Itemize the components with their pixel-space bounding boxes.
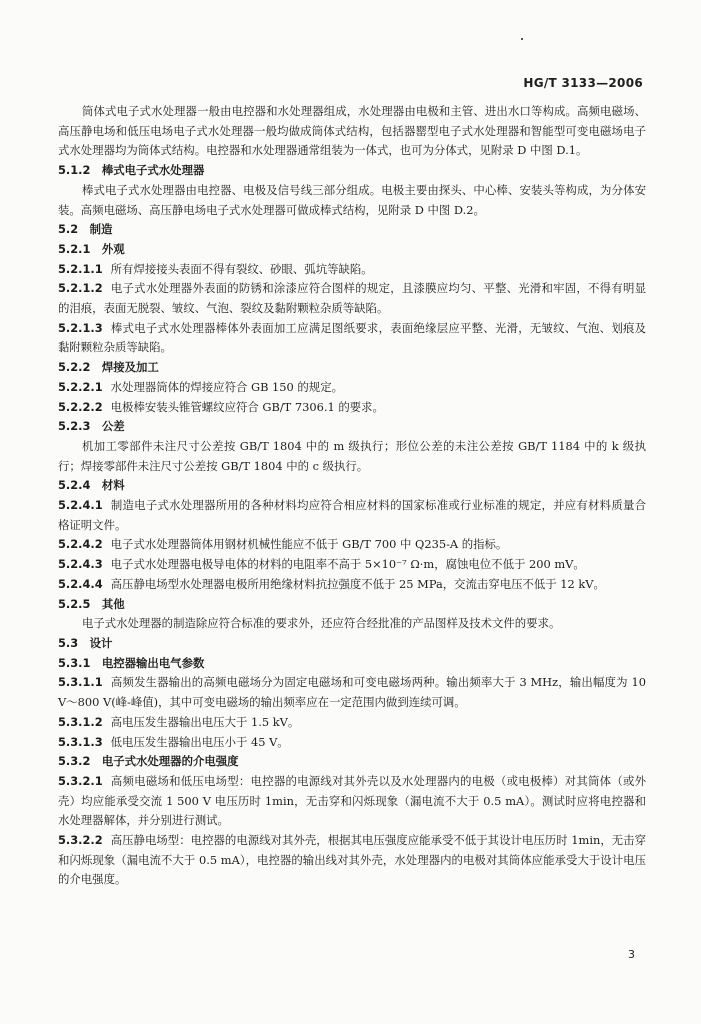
body-paragraph: 电子式水处理器的制造除应符合标准的要求外，还应符合经批准的产品图样及技术文件的要求。 <box>81 616 561 631</box>
clause <box>58 260 646 280</box>
section-number: 5.3.2 <box>58 754 91 769</box>
section-heading <box>58 220 646 240</box>
body-paragraph: 棒式电子式水处理器由电控器、电极及信号线三部分组成。电极主要由探头、中心棒、安装头等构成，为分体安装。高频电磁场、高压静电场电子式水处理器可做成棒式结构，见附录 D 中图 D.2。 <box>58 182 646 217</box>
clause-text: 电极棒安装头锥管螺纹应符合 GB/T 7306.1 的要求。 <box>110 399 384 414</box>
section-number: 5.2.5 <box>58 596 91 611</box>
clause <box>58 555 646 575</box>
section-number: 5.2.4 <box>58 478 91 493</box>
section-title: 外观 <box>101 241 125 256</box>
section-number: 5.2.2 <box>58 360 91 375</box>
clause-number: 5.2.2.2 <box>58 399 103 414</box>
clause-number: 5.2.1.2 <box>58 281 103 296</box>
section-title: 公差 <box>101 419 125 434</box>
clause-number: 5.2.2.1 <box>58 379 103 394</box>
clause <box>58 713 646 733</box>
clause <box>58 733 646 753</box>
clause <box>58 535 646 555</box>
section-heading <box>58 752 646 772</box>
clause-number: 5.3.1.2 <box>58 714 103 729</box>
clause-number: 5.2.1.3 <box>58 320 103 335</box>
section-heading <box>58 161 646 181</box>
clause-number: 5.3.2.2 <box>58 833 103 848</box>
clause-number: 5.2.4.2 <box>58 537 103 552</box>
clause <box>58 378 646 398</box>
clause-text: 电子式水处理器筒体用钢材机械性能应不低于 GB/T 700 中 Q235-A 的指标。 <box>110 537 508 552</box>
section-title: 制造 <box>89 222 113 237</box>
clause-number: 5.2.4.3 <box>58 557 103 572</box>
section-heading <box>58 358 646 378</box>
page-number: 3 <box>628 948 635 961</box>
clause <box>58 575 646 595</box>
clause-number: 5.3.2.1 <box>58 773 103 788</box>
section-number: 5.2.1 <box>58 241 91 256</box>
document-body <box>58 102 646 890</box>
clause-number: 5.2.4.1 <box>58 498 103 513</box>
clause-text: 电子式水处理器外表面的防锈和涂漆应符合图样的规定，且漆膜应均匀、平整、光滑和牢固，不得有明显的泪痕，表面无脱裂、皱纹、气泡、裂纹及黏附颗粒杂质等缺陷。 <box>58 281 646 316</box>
clause <box>58 398 646 418</box>
body-paragraph: 机加工零部件未注尺寸公差按 GB/T 1804 中的 m 级执行；形位公差的未注公差按 GB/T 1184 中的 k 级执行；焊接零部件未注尺寸公差按 GB/T 1804 中的 c 级执行。 <box>58 438 646 473</box>
clause <box>58 673 646 712</box>
section-number: 5.2 <box>58 222 79 237</box>
section-number: 5.1.2 <box>58 163 91 178</box>
section-heading <box>58 476 646 496</box>
clause-text: 高电压发生器输出电压大于 1.5 kV。 <box>110 714 300 729</box>
section-title: 其他 <box>101 596 125 611</box>
clause-number: 5.2.1.1 <box>58 261 103 276</box>
clause <box>58 831 646 890</box>
clause-text: 高压静电场型水处理器电极所用绝缘材料抗拉强度不低于 25 MPa，交流击穿电压不低于 12 kV。 <box>110 576 605 591</box>
clause-text: 高频电磁场和低压电场型：电控器的电源线对其外壳以及水处理器内的电极（或电极棒）对其筒体（或外壳）均应能承受交流 1 500 V 电压历时 1min，无击穿和闪烁现象（漏电流不大于 0.5 mA）。测试时应将电控器和水处理器解体，并分别进行测试。 <box>58 773 646 828</box>
clause-number: 5.3.1.1 <box>58 675 103 690</box>
clause-number: 5.3.1.3 <box>58 734 103 749</box>
section-number: 5.2.3 <box>58 419 91 434</box>
clause <box>58 772 646 831</box>
clause-text: 高压静电场型：电控器的电源线对其外壳，根据其电压强度应能承受不低于其设计电压历时 1min，无击穿和闪烁现象（漏电流不大于 0.5 mA），电控器的输出线对其外壳，水处理器内的电极对其筒体应能承受大于设计电压的介电强度。 <box>58 833 646 887</box>
section-title: 电控器输出电气参数 <box>101 655 205 670</box>
clause-text: 水处理器筒体的焊接应符合 GB 150 的规定。 <box>110 379 343 394</box>
clause <box>58 279 646 318</box>
section-heading <box>58 417 646 437</box>
clause-text: 棒式电子式水处理器棒体外表面加工应满足图纸要求，表面绝缘层应平整、光滑，无皱纹、气泡、划痕及黏附颗粒杂质等缺陷。 <box>58 320 646 355</box>
section-title: 棒式电子式水处理器 <box>101 163 205 178</box>
section-title: 焊接及加工 <box>101 360 159 375</box>
clause-text: 制造电子式水处理器所用的各种材料均应符合相应材料的国家标准或行业标准的规定，并应有材料质量合格证明文件。 <box>58 498 646 532</box>
section-heading <box>58 240 646 260</box>
section-title: 材料 <box>101 478 125 493</box>
clause <box>58 496 646 535</box>
scan-speck <box>521 38 523 40</box>
clause-text: 电子式水处理器电极导电体的材料的电阻率不高于 5×10⁻⁷ Ω·m，腐蚀电位不低于 200 mV。 <box>110 557 585 572</box>
clause-text: 高频发生器输出的高频电磁场分为固定电磁场和可变电磁场两种。输出频率大于 3 MHz，输出幅度为 10 V～800 V(峰-峰值)，其中可变电磁场的输出频率应在一定范围内做到连续可调。 <box>58 675 646 710</box>
section-number: 5.3.1 <box>58 655 91 670</box>
section-title: 电子式水处理器的介电强度 <box>101 754 239 769</box>
section-heading <box>58 654 646 674</box>
section-number: 5.3 <box>58 635 79 650</box>
clause-number: 5.2.4.4 <box>58 576 103 591</box>
section-title: 设计 <box>89 635 113 650</box>
body-paragraph: 筒体式电子式水处理器一般由电控器和水处理器组成，水处理器由电极和主管、进出水口等构成。高频电磁场、高压静电场和低压电场电子式水处理器一般均做成筒体式结构，包括器罂型电子式水处理器和智能型可变电磁场电子式水处理器均为筒体式结构。电控器和水处理器通常组装为一体式，也可为分体式，见附录 D 中图 D.1。 <box>58 104 646 158</box>
standard-number-header: HG/T 3133—2006 <box>523 76 643 90</box>
clause <box>58 319 646 358</box>
clause-text: 所有焊接接头表面不得有裂纹、砂眼、弧坑等缺陷。 <box>110 261 373 276</box>
clause-text: 低电压发生器输出电压小于 45 V。 <box>110 734 289 749</box>
section-heading <box>58 595 646 615</box>
section-heading <box>58 634 646 654</box>
